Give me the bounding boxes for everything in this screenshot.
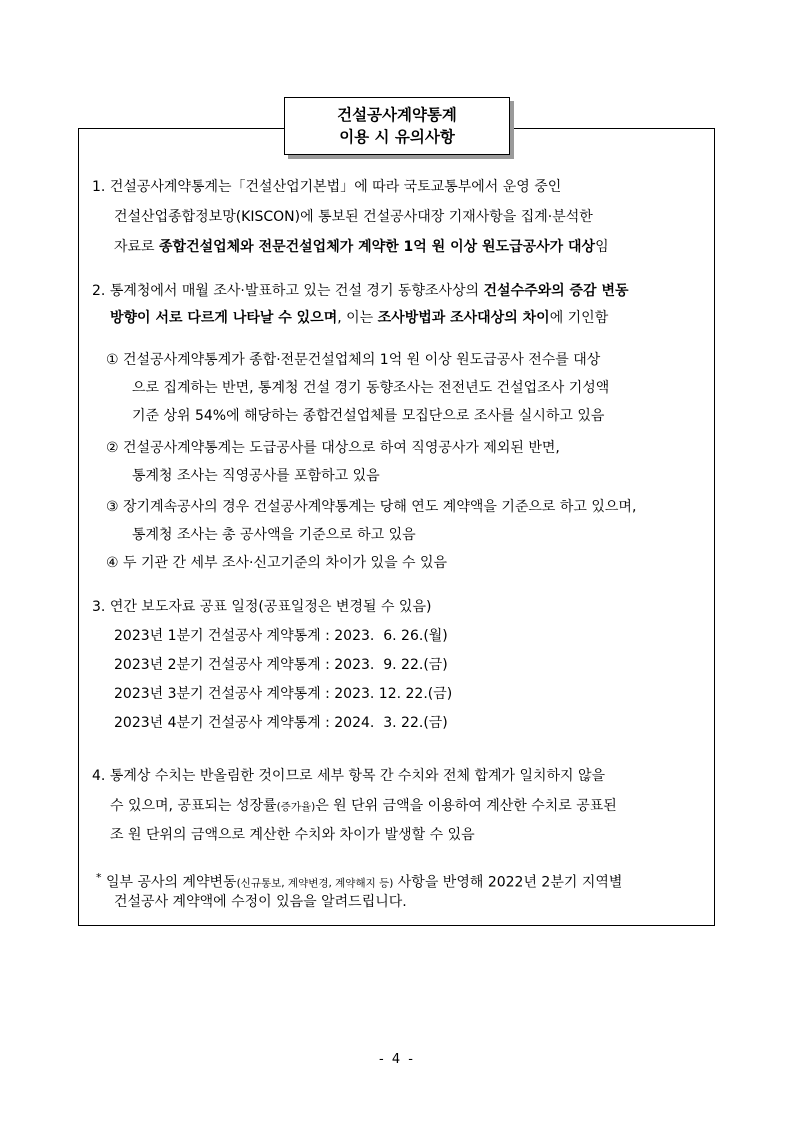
item4-line3: 조 원 단위의 금액으로 계산한 수치와 차이가 발생할 수 있음 <box>110 827 475 843</box>
item1-line3: 자료로 종합건설업체와 전문건설업체가 계약한 1억 원 이상 원도급공사가 대상임 <box>114 239 609 255</box>
schedule-row: 2023년 4분기 건설공사 계약통계 : 2024. 3. 22.(금) <box>114 715 448 731</box>
item2-line1: 2. 통계청에서 매월 조사·발표하고 있는 건설 경기 동향조사상의 건설수주와의 증감 변동 <box>92 283 629 299</box>
schedule-row: 2023년 1분기 건설공사 계약통계 : 2023. 6. 26.(월) <box>114 628 448 644</box>
title-box <box>284 97 510 155</box>
schedule-row: 2023년 3분기 건설공사 계약통계 : 2023. 12. 22.(금) <box>114 686 453 702</box>
note-line1: * 일부 공사의 계약변동(신규통보, 계약변경, 계약해지 등) 사항을 반영해 2022년 2분기 지역별 <box>96 871 623 891</box>
sub1-line2: 으로 집계하는 반면, 통계청 건설 경기 동향조사는 전전년도 건설업조사 기성액 <box>132 380 610 396</box>
sub1-line3: 기준 상위 54%에 해당하는 종합건설업체를 모집단으로 조사를 실시하고 있음 <box>132 408 605 424</box>
item1-line2: 건설산업종합정보망(KISCON)에 통보된 건설공사대장 기재사항을 집계·분석한 <box>114 209 593 225</box>
item2-line2: 방향이 서로 다르게 나타날 수 있으며, 이는 조사방법과 조사대상의 차이에 기인함 <box>110 310 609 326</box>
sub3-line2: 통계청 조사는 총 공사액을 기준으로 하고 있음 <box>132 527 416 543</box>
sub1-line1: ① 건설공사계약통계가 종합·전문건설업체의 1억 원 이상 원도급공사 전수를 대상 <box>106 352 601 368</box>
sub4-line1: ④ 두 기관 간 세부 조사·신고기준의 차이가 있을 수 있음 <box>106 555 448 571</box>
sub2-line1: ② 건설공사계약통계는 도급공사를 대상으로 하여 직영공사가 제외된 반면, <box>106 440 560 456</box>
page-number: - 4 - <box>379 1052 415 1067</box>
item4-line2: 수 있으며, 공표되는 성장률(증가율)은 원 단위 금액을 이용하여 계산한 수치로 공표된 <box>110 798 617 814</box>
item4-line1: 4. 통계상 수치는 반올림한 것이므로 세부 항목 간 수치와 전체 합계가 일치하지 않을 <box>92 768 606 784</box>
title-line-1: 건설공사계약통계 <box>337 106 457 124</box>
title-line-2: 이용 시 유의사항 <box>339 128 455 146</box>
sub3-line1: ③ 장기계속공사의 경우 건설공사계약통계는 당해 연도 계약액을 기준으로 하고 있으며, <box>106 499 637 515</box>
sub2-line2: 통계청 조사는 직영공사를 포함하고 있음 <box>132 468 380 484</box>
schedule-row: 2023년 2분기 건설공사 계약통계 : 2023. 9. 22.(금) <box>114 657 448 673</box>
note-line2: 건설공사 계약액에 수정이 있음을 알려드립니다. <box>114 894 407 910</box>
item3-line1: 3. 연간 보도자료 공표 일정(공표일정은 변경될 수 있음) <box>92 599 432 615</box>
item1-line1: 1. 건설공사계약통계는「건설산업기본법」에 따라 국토교통부에서 운영 중인 <box>92 179 562 195</box>
